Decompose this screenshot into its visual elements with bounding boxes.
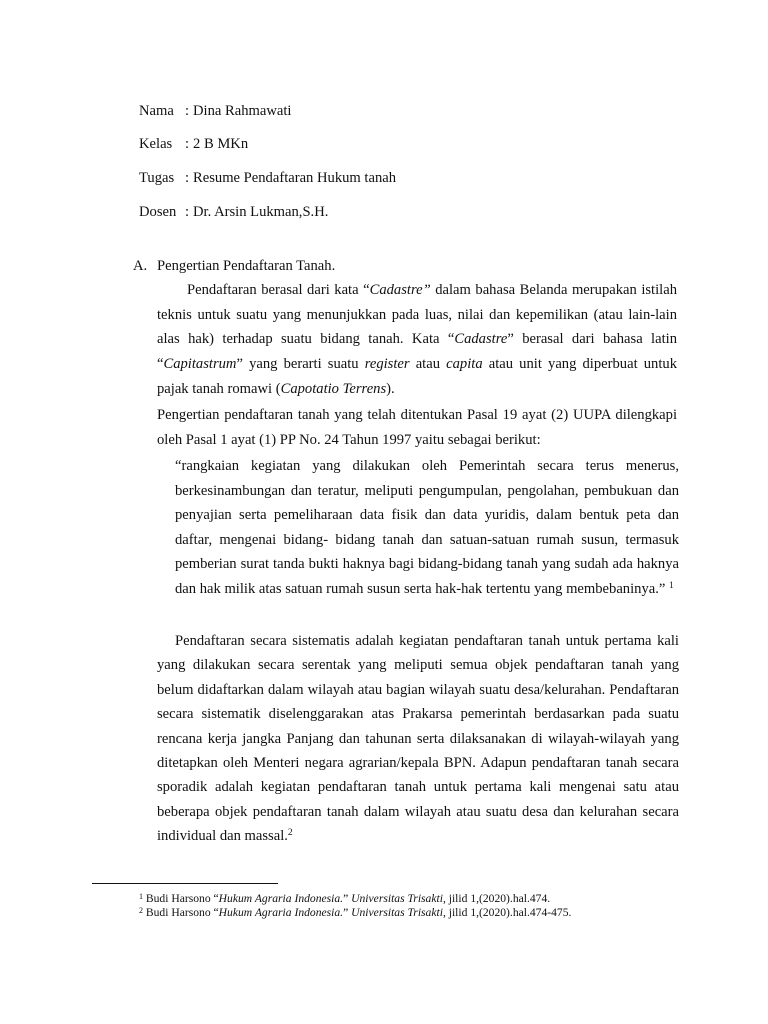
paragraph-etymology: Pendaftaran berasal dari kata “Cadastre” dalam bahasa Belanda merupakan istilah teknis untuk suatu yang menunjukkan pada luas, nilai dan kepemilikan (atau lain-lain alas hak) terhadap suatu bidang tanah. Kata “Cadastre” berasal dari bahasa latin “Capitastrum” yang berarti suatu register atau capita atau unit yang diperbuat untuk pajak tanah romawi (Capotatio Terrens). [157,282,677,397]
paragraph-definition-intro: Pengertian pendaftaran tanah yang telah ditentukan Pasal 19 ayat (2) UUPA dilengkapi oleh Pasal 1 ayat (1) PP No. 24 Tahun 1997 yaitu sebagai berikut: [157,407,677,448]
term-capitastrum: Capitastrum [163,356,237,373]
nama-label: Nama [139,103,174,119]
tugas-label: Tugas [139,170,175,186]
footnote-separator [92,883,278,884]
paragraph-registration-types: Pendaftaran secara sistematis adalah kegiatan pendaftaran tanah untuk pertama kali yang dilakukan secara serentak yang meliputi semua objek pendaftaran tanah yang belum didaftarkan dalam wilayah atau bagian wilayah suatu desa/kelurahan. Pendaftaran secara sistematik diselenggarakan atas Prakarsa pemerintah berdasarkan pada suatu rencana kerja jangka Panjang dan tahunan serta dilaksanakan di wilayah-wilayah yang ditetapkan oleh Menteri negara agrarian/kepala BPN. Adapun pendaftaran tanah secara sporadik adalah kegiatan pendaftaran tanah untuk pertama kali mengenai satu atau beberapa objek pendaftaran tanah dalam wilayah atau suatu desa dan kelurahan secara individual dan massal.$^2$ [157,633,679,845]
term-capotatio-terrens: Capotatio Terrens [280,380,387,397]
term-cadastre: Cadastre [454,331,508,348]
definition-quote: “rangkaian kegiatan yang dilakukan oleh Pemerintah secara terus menerus, berkesinambungan dan teratur, meliputi pengumpulan, pengolahan, pembukuan dan penyajian serta pemeliharaan data fisik dan data yuridis, dalam bentuk peta dan daftar, mengenai bidang- bidang tanah dan satuan-satuan rumah susun, termasuk pemberian surat tanda bukti haknya bagi bidang-bidang tanah yang sudah ada haknya dan hak milik atas satuan rumah susun serta hak-hak tertentu yang membebaninya.” $^1$ [175,458,679,597]
footnote-ref: 2 [287,828,293,839]
kelas-label: Kelas [139,136,173,152]
dosen-value: Dr. Arsin Lukman,S.H. [193,204,329,220]
kelas-value: 2 B MKn [193,136,249,152]
separator: : [185,170,190,186]
tugas-value: Resume Pendaftaran Hukum tanah [193,170,397,186]
separator: : [185,136,190,152]
separator: : [185,204,190,220]
nama-value: Dina Rahmawati [193,103,292,119]
section-title: Pengertian Pendaftaran Tanah. [157,258,336,274]
section-number: A. [133,258,148,274]
info-tugas [139,168,396,188]
info-nama [139,101,291,121]
section-heading [133,256,335,276]
footnote-2: $^2$ Budi Harsono “Hukum Agraria Indonesia.” Universitas Trisakti, jilid 1,(2020).hal.474-475. [139,906,572,919]
dosen-label: Dosen [139,204,177,220]
separator: : [185,103,190,119]
footnote-1: $^1$ Budi Harsono “Hukum Agraria Indonesia.” Universitas Trisakti, jilid 1,(2020).hal.474. [139,892,551,905]
info-dosen [139,202,328,222]
footnote-ref: 1 [669,580,674,591]
term-capita: capita [446,356,483,373]
term-register: register [364,356,410,373]
term-cadastre: Cadastre” [369,282,431,298]
info-kelas [139,134,248,154]
